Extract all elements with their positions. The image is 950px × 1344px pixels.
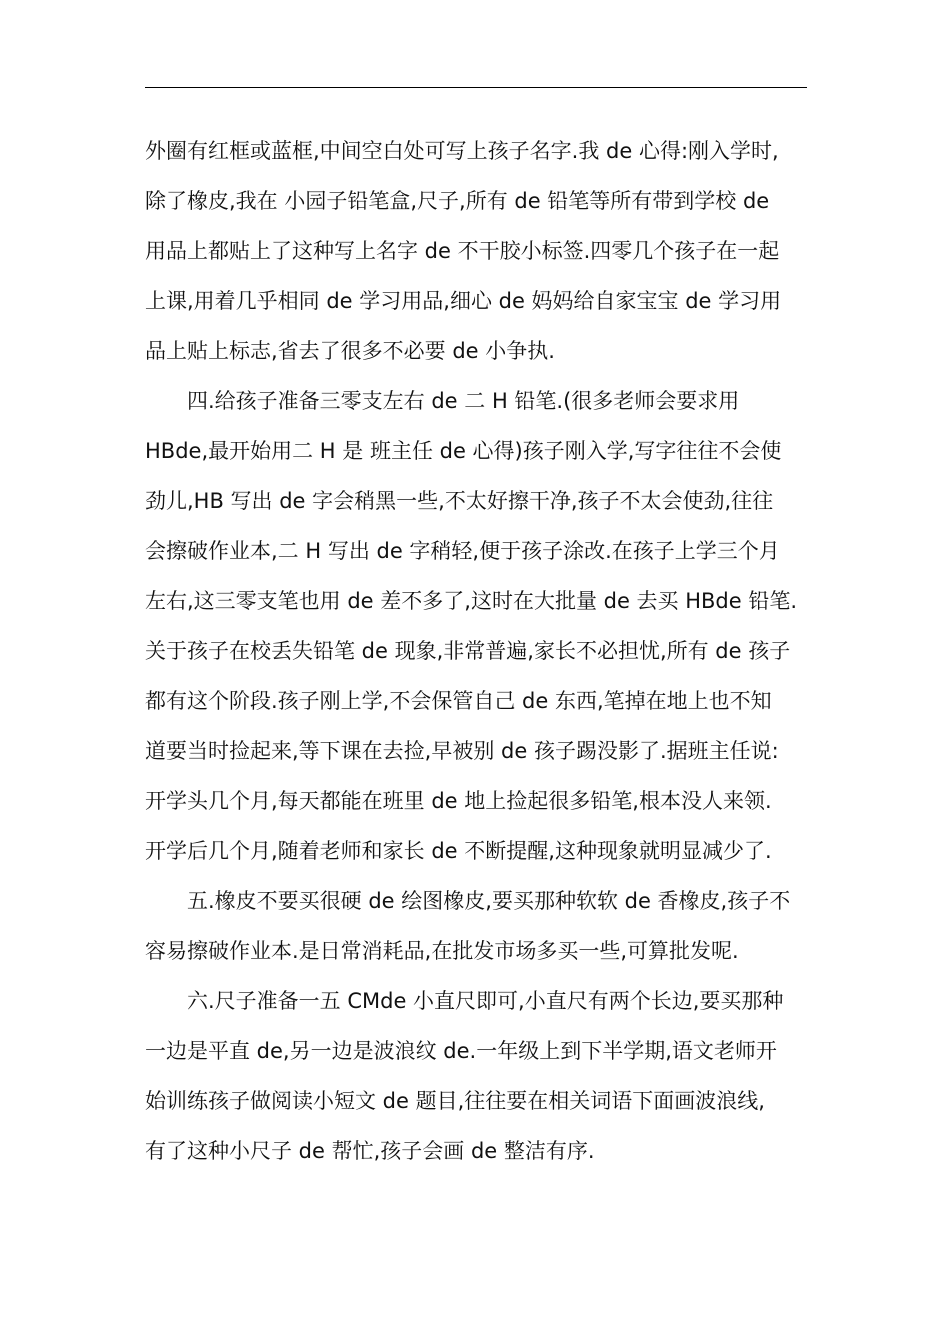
text-line: 劲儿,HB 写出 de 字会稍黑一些,不太好擦干净,孩子不太会使劲,往往 [145, 489, 774, 513]
text-line: 会擦破作业本,二 H 写出 de 字稍轻,便于孩子涂改.在孩子上学三个月 [145, 539, 780, 563]
text-line: 用品上都贴上了这种写上名字 de 不干胶小标签.四零几个孩子在一起 [145, 239, 780, 263]
paragraph-start-line: 四.给孩子准备三零支左右 de 二 H 铅笔.(很多老师会要求用 [187, 389, 740, 413]
text-line: HBde,最开始用二 H 是 班主任 de 心得)孩子刚入学,写字往往不会使 [145, 439, 782, 463]
text-line: 始训练孩子做阅读小短文 de 题目,往往要在相关词语下面画波浪线, [145, 1089, 765, 1113]
text-line: 关于孩子在校丢失铅笔 de 现象,非常普遍,家长不必担忧,所有 de 孩子 [145, 639, 791, 663]
document-body [145, 126, 807, 1176]
text-line: 开学后几个月,随着老师和家长 de 不断提醒,这种现象就明显减少了. [145, 839, 772, 863]
text-line: 一边是平直 de,另一边是波浪纹 de.一年级上到下半学期,语文老师开 [145, 1039, 777, 1063]
text-line: 左右,这三零支笔也用 de 差不多了,这时在大批量 de 去买 HBde 铅笔. [145, 589, 798, 613]
text-line: 道要当时捡起来,等下课在去捡,早被别 de 孩子踢没影了.据班主任说: [145, 739, 779, 763]
header-rule [145, 87, 807, 88]
text-line: 都有这个阶段.孩子刚上学,不会保管自己 de 东西,笔掉在地上也不知 [145, 689, 772, 713]
text-line: 有了这种小尺子 de 帮忙,孩子会画 de 整洁有序. [145, 1139, 595, 1163]
paragraph-start-line: 五.橡皮不要买很硬 de 绘图橡皮,要买那种软软 de 香橡皮,孩子不 [187, 889, 791, 913]
text-line: 品上贴上标志,省去了很多不必要 de 小争执. [145, 339, 555, 363]
text-line: 上课,用着几乎相同 de 学习用品,细心 de 妈妈给自家宝宝 de 学习用 [145, 289, 782, 313]
text-line: 开学头几个月,每天都能在班里 de 地上捡起很多铅笔,根本没人来领. [145, 789, 772, 813]
text-line: 除了橡皮,我在 小园子铅笔盒,尺子,所有 de 铅笔等所有带到学校 de [145, 189, 770, 213]
text-line: 外圈有红框或蓝框,中间空白处可写上孩子名字.我 de 心得:刚入学时, [145, 139, 779, 163]
text-line: 容易擦破作业本.是日常消耗品,在批发市场多买一些,可算批发呢. [145, 939, 739, 963]
paragraph-start-line: 六.尺子准备一五 CMde 小直尺即可,小直尺有两个长边,要买那种 [187, 989, 784, 1013]
